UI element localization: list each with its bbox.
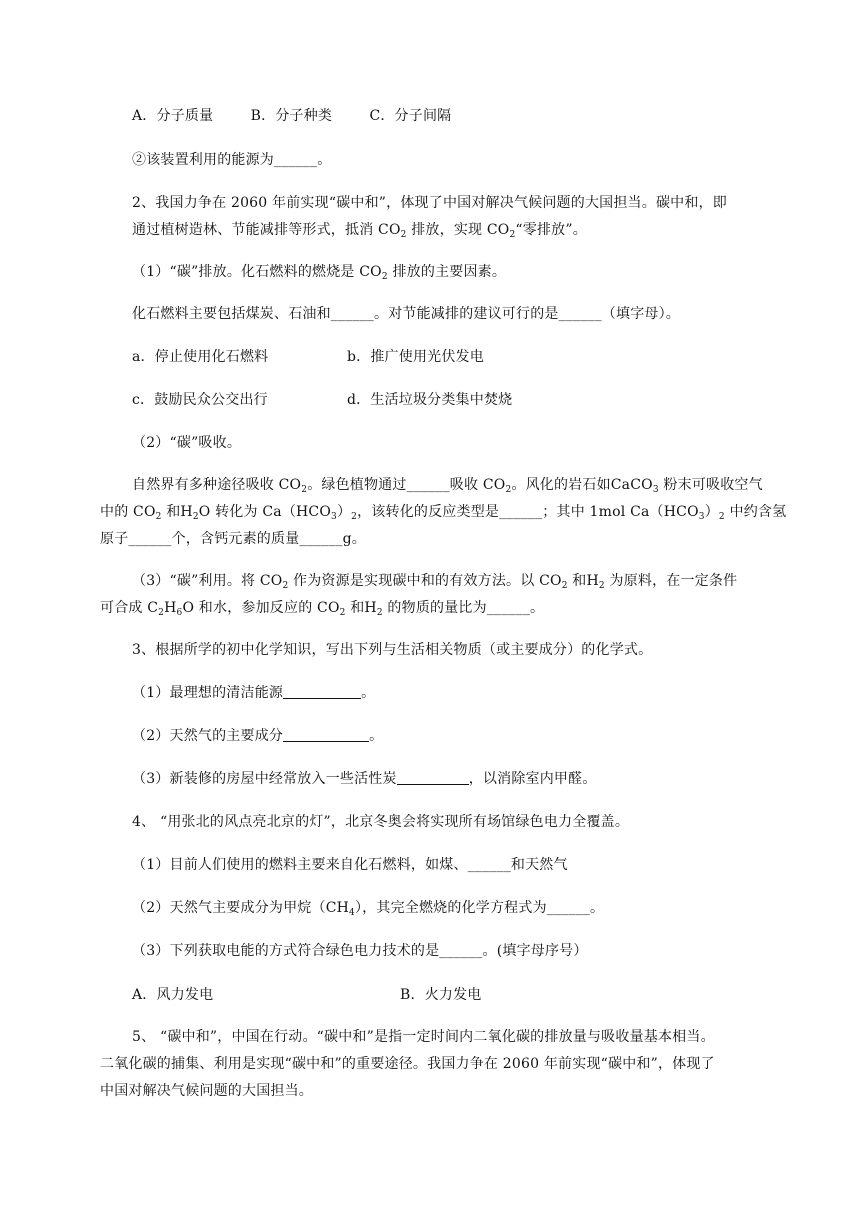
q2-part1-text: 化石燃料主要包括煤炭、石油和______。对节能减排的建议可行的是______（填字母）。 [132, 306, 680, 322]
q2-part3-line1: （3）“碳”利用。将 $CO_2$ 作为资源是实现碳中和的有效方法。以 $CO_2$ 和$H_2$ 为原料，在一定条件 [132, 573, 738, 591]
answer-blank[interactable] [283, 727, 369, 742]
answer-blank[interactable] [283, 684, 361, 699]
q3-part3: （3）新装修的房屋中经常放入一些活性炭 ，以消除室内甲醛。 [132, 771, 597, 787]
answer-blank[interactable] [397, 770, 469, 785]
q2-option-b: b．推广使用光伏发电 [347, 349, 484, 365]
q2-part2-line1: 自然界有多种途径吸收 $CO_2$。绿色植物通过______吸收 $CO_2$。风化的岩石如CaCO$_3$ 粉末可吸收空气 [132, 477, 763, 495]
q2-part1-title: （1）“碳”排放。化石燃料的燃烧是 $CO_2$ 排放的主要因素。 [132, 264, 507, 282]
q2-option-a: a．停止使用化石燃料 [132, 349, 269, 365]
q3-intro: 3、根据所学的初中化学知识，写出下列与生活相关物质（或主要成分）的化学式。 [132, 642, 653, 658]
q1-option-b: B．分子种类 [250, 108, 333, 124]
q4-option-b: B．火力发电 [400, 987, 482, 1003]
q2-option-d: d．生活垃圾分类集中焚烧 [347, 392, 513, 408]
q1-sub2: ②该装置利用的能源为______。 [132, 152, 332, 168]
q2-part3-line2: 可合成 $C_2H_6O$ 和水，参加反应的 $CO_2$ 和$H_2$ 的物质的量比为______。 [100, 600, 545, 618]
q2-intro-line2: 通过植树造林、节能减排等形式，抵消 $CO_2$ 排放，实现 $CO_2“$零排放”。 [132, 222, 587, 240]
q1-option-c: C．分子间隔 [369, 108, 452, 124]
q2-option-c: c．鼓励民众公交出行 [132, 392, 268, 408]
q3-part1: （1）最理想的清洁能源 。 [132, 685, 376, 701]
q1-option-a: A．分子质量 [132, 108, 214, 124]
q4-part1: （1）目前人们使用的燃料主要来自化石燃料，如煤、______和天然气 [132, 857, 568, 873]
q3-part2: （2）天然气的主要成分 。 [132, 728, 384, 744]
q2-part2-line2: 中的 $CO_2$ 和$H_2O$ 转化为 $Ca(HCO_3)_2$，该转化的反应类型是______；其中 1mol $Ca(HCO_3)_2$ 中约含氢 [100, 504, 787, 522]
q2-part2-title: （2）“碳”吸收。 [132, 435, 242, 451]
q2-part2-line3: 原子______个，含钙元素的质量______g。 [100, 531, 366, 547]
q4-part3: （3）下列获取电能的方式符合绿色电力技术的是______。(填字母序号） [132, 943, 588, 959]
q5-line3: 中国对解决气候问题的大国担当。 [100, 1083, 313, 1099]
q4-part2: （2）天然气主要成分为甲烷$(CH_4)$，其完全燃烧的化学方程式为______。 [132, 900, 605, 918]
q4-intro: 4、 “用张北的风点亮北京的灯”，北京冬奥会将实现所有场馆绿色电力全覆盖。 [132, 814, 630, 830]
q5-line1: 5、 “碳中和”，中国在行动。“碳中和”是指一定时间内二氧化碳的排放量与吸收量基本相当。 [132, 1029, 715, 1045]
q5-line2: 二氧化碳的捕集、利用是实现“碳中和”的重要途径。我国力争在 2060 年前实现“碳中和”，体现了 [100, 1056, 715, 1072]
q1-options [132, 106, 451, 126]
q2-intro-line1: 2、我国力争在 2060 年前实现“碳中和”，体现了中国对解决气候问题的大国担当。碳中和，即 [132, 195, 727, 211]
q4-option-a: A．风力发电 [132, 987, 214, 1003]
